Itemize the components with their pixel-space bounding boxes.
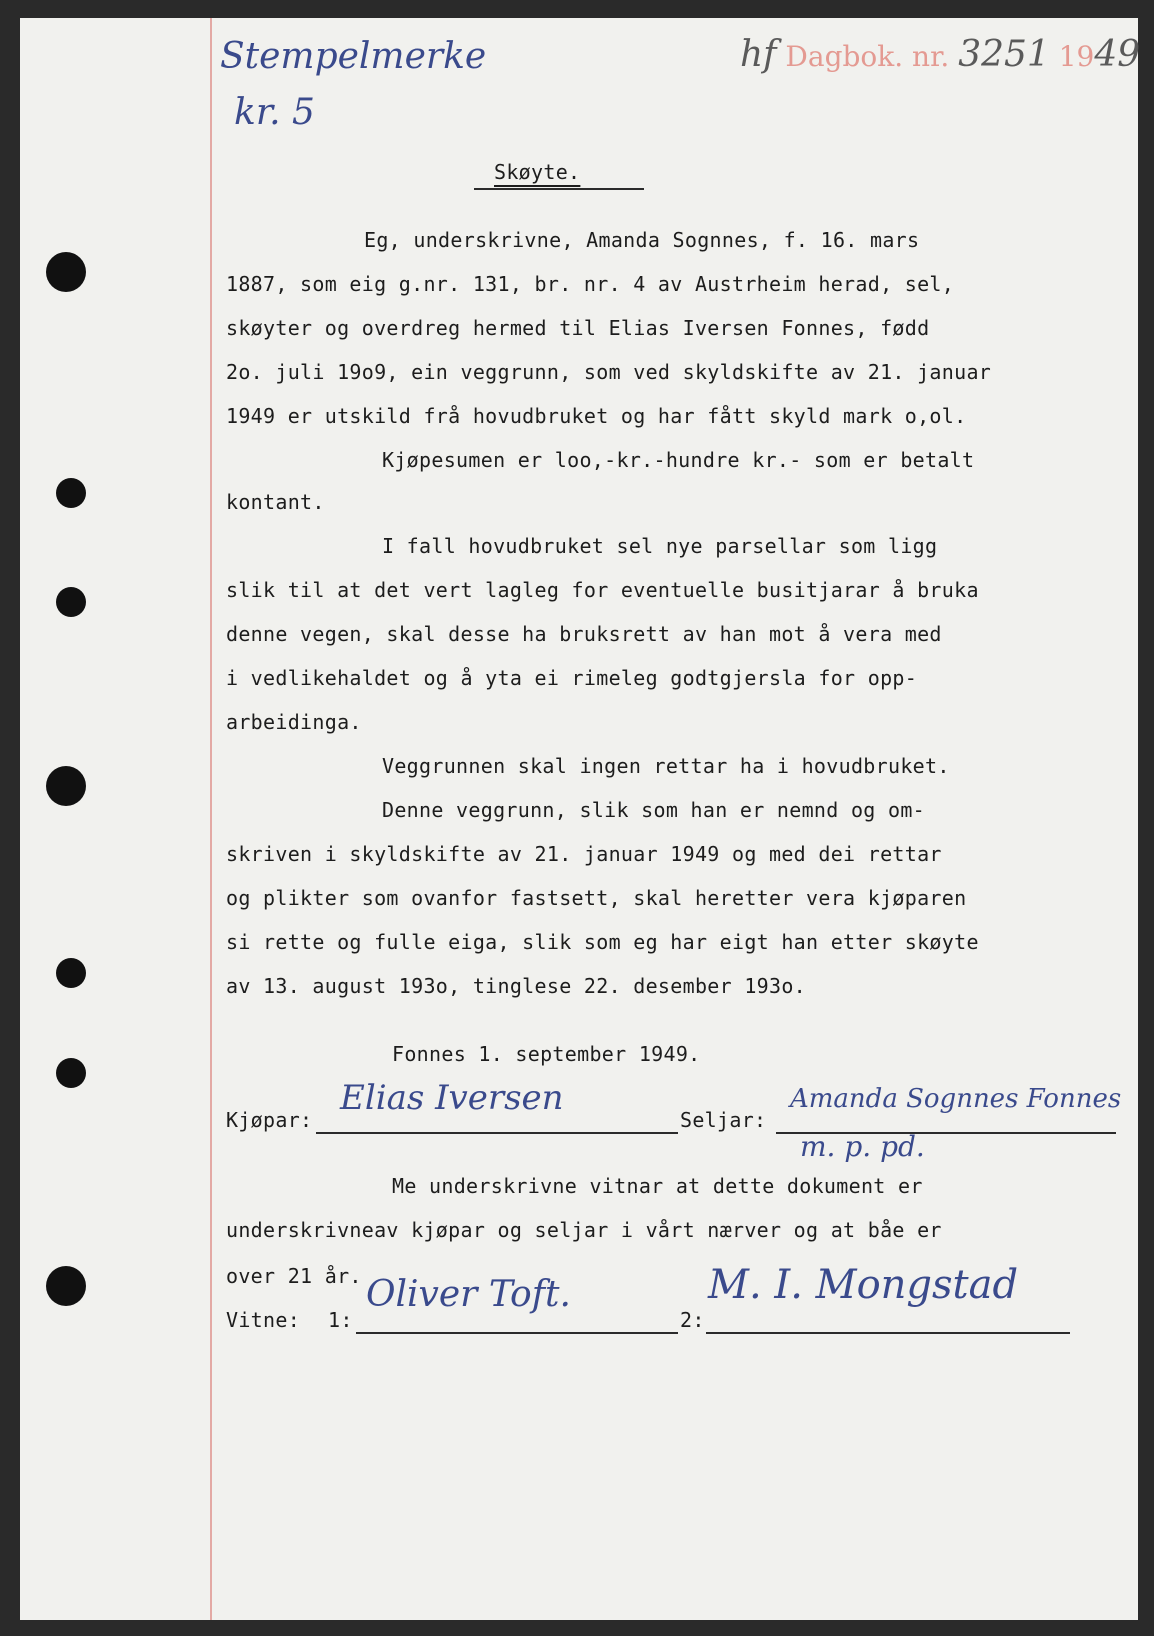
title-underline — [474, 188, 644, 190]
witness-1-signature-line — [356, 1332, 678, 1334]
body-line: skøyter og overdreg hermed til Elias Iversen Fonnes, fødd — [226, 316, 930, 340]
punch-hole — [56, 478, 86, 508]
document-title: Skøyte. — [494, 160, 581, 184]
body-line: Denne veggrunn, slik som han er nemnd og om- — [382, 798, 926, 822]
witness-label: Vitne: — [226, 1308, 301, 1332]
punch-hole — [56, 958, 86, 988]
witness-1-label: 1: — [328, 1308, 353, 1332]
witness-text-line: over 21 år. — [226, 1264, 362, 1288]
journal-stamp — [740, 34, 1140, 75]
margin-rule — [210, 18, 212, 1620]
punch-hole — [46, 252, 86, 292]
punch-hole — [56, 1058, 86, 1088]
witness-1-signature: Oliver Toft. — [366, 1274, 571, 1315]
place-date: Fonnes 1. september 1949. — [392, 1042, 701, 1066]
body-line: Veggrunnen skal ingen rettar ha i hovudbruket. — [382, 754, 950, 778]
buyer-signature-line — [316, 1132, 678, 1134]
stamp-year-printed: 19 — [1058, 40, 1095, 73]
body-line: Eg, underskrivne, Amanda Sognnes, f. 16. mars — [364, 228, 920, 252]
witness-2-signature: M. I. Mongstad — [708, 1262, 1019, 1308]
body-line: denne vegen, skal desse ha bruksrett av han mot å vera med — [226, 622, 942, 646]
body-line: 1887, som eig g.nr. 131, br. nr. 4 av Austrheim herad, sel, — [226, 272, 955, 296]
body-line: slik til at det vert lagleg for eventuelle busitjarar å bruka — [226, 578, 979, 602]
body-line: I fall hovudbruket sel nye parsellar som ligg — [382, 534, 938, 558]
body-line: Kjøpesumen er loo,-kr.-hundre kr.- som er betalt — [382, 448, 975, 472]
buyer-label: Kjøpar: — [226, 1108, 313, 1132]
witness-text-line: Me underskrivne vitnar at dette dokument er — [392, 1174, 923, 1198]
witness-2-label: 2: — [680, 1308, 705, 1332]
body-line: arbeidinga. — [226, 710, 362, 734]
witness-text-line: underskrivneav kjøpar og seljar i vårt nærver og at båe er — [226, 1218, 942, 1242]
punch-hole — [56, 587, 86, 617]
stamp-label: Dagbok. nr. — [785, 40, 950, 73]
body-line: av 13. august 193o, tinglese 22. desember 193o. — [226, 974, 807, 998]
document-page — [20, 18, 1141, 1620]
buyer-signature: Elias Iversen — [340, 1078, 564, 1118]
body-line: 1949 er utskild frå hovudbruket og har fått skyld mark o,ol. — [226, 404, 967, 428]
punch-hole — [46, 1266, 86, 1306]
seller-signature-note: m. p. pd. — [800, 1130, 925, 1163]
body-line: skriven i skyldskifte av 21. januar 1949 og med dei rettar — [226, 842, 942, 866]
seller-label: Seljar: — [680, 1108, 767, 1132]
witness-2-signature-line — [706, 1332, 1070, 1334]
body-line: 2o. juli 19o9, ein veggrunn, som ved skyldskifte av 21. januar — [226, 360, 992, 384]
margin-note-line-2: kr. 5 — [234, 92, 315, 133]
stamp-initials: hf — [740, 34, 777, 75]
punch-hole — [46, 766, 86, 806]
body-line: si rette og fulle eiga, slik som eg har eigt han etter skøyte — [226, 930, 979, 954]
stamp-number: 3251 — [958, 34, 1050, 75]
seller-signature: Amanda Sognnes Fonnes — [790, 1084, 1122, 1114]
margin-note-line-1: Stempelmerke — [220, 36, 487, 77]
body-line: i vedlikehaldet og å yta ei rimeleg godtgjersla for opp- — [226, 666, 918, 690]
body-line: og plikter som ovanfor fastsett, skal heretter vera kjøparen — [226, 886, 967, 910]
body-line: kontant. — [226, 490, 325, 514]
stamp-year-hand: 49 — [1094, 34, 1141, 75]
